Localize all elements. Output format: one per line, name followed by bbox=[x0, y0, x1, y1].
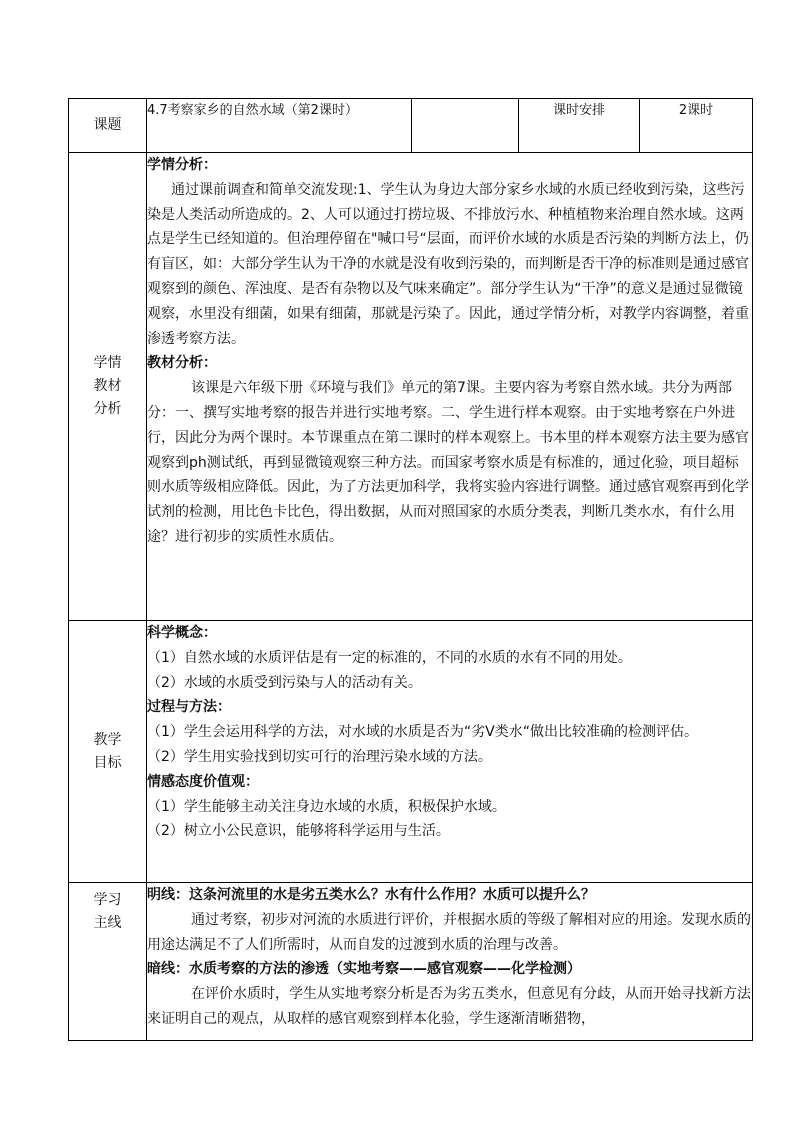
concept-heading: 科学概念： bbox=[147, 625, 217, 641]
label-line: 教学 bbox=[93, 731, 122, 748]
lesson-title: 4.7考察家乡的自然水域（第2课时） bbox=[147, 99, 412, 153]
concept-item: （1）自然水域的水质评估是有一定的标准的，不同的水质的水有不同的用处。 bbox=[147, 649, 632, 666]
schedule-value: 2课时 bbox=[640, 99, 753, 153]
concept-item: （2）水域的水质受到污染与人的活动有关。 bbox=[147, 674, 422, 691]
goals-content bbox=[147, 621, 753, 883]
goals-row bbox=[69, 621, 753, 883]
label-line: 分析 bbox=[93, 401, 122, 417]
emotion-item: （2）树立小公民意识，能够将科学运用与生活。 bbox=[147, 823, 450, 840]
dark-line-heading: 暗线：水质考察的方法的渗透（实地考察——感官观察——化学检测） bbox=[147, 961, 581, 978]
analysis-label bbox=[69, 153, 147, 621]
mainline-label bbox=[69, 883, 147, 1041]
process-heading: 过程与方法： bbox=[147, 699, 231, 716]
material-analysis-heading: 教材分析： bbox=[147, 355, 217, 372]
mainline-row bbox=[69, 883, 753, 1041]
emotion-item: （1）学生能够主动关注身边水域的水质，积极保护水域。 bbox=[147, 798, 506, 815]
bright-line-text: 通过考察，初步对河流的水质进行评价，并根据水质的等级了解相对应的用途。发现水质的用途达满足不了人们所需时，从而自发的过渡到水质的治理与改善。 bbox=[147, 911, 751, 953]
process-item: （1）学生会运用科学的方法，对水域的水质是否为“劣Ⅴ类水“做出比较准确的检测评估。 bbox=[147, 724, 698, 741]
header-row bbox=[69, 99, 753, 153]
analysis-row bbox=[69, 153, 753, 621]
bright-line-heading: 明线：这条河流里的水是劣五类水么？水有什么作用？水质可以提升么？ bbox=[147, 887, 595, 903]
goals-label bbox=[69, 621, 147, 883]
emotion-heading: 情感态度价值观： bbox=[147, 773, 259, 790]
label-line: 目标 bbox=[93, 754, 122, 771]
material-analysis-text: 该课是六年级下册《环境与我们》单元的第7课。主要内容为考察自然水域。共分为两部分：一、撰写实地考察的报告并进行实地考察。二、学生进行样本观察。由于实地考察在户外进行，因此分为两个课时。本节课重点在第二课时的样本观察上。书本里的样本观察方法主要为感官观察到ph测试纸，再到显微镜观察三种方法。而国家考察水质是有标准的，通过化验，项目超标则水质等级相应降低。因此，为了方法更加科学，我将实验内容进行调整。通过感官观察再到化学试剂的检测，用比色卡比色，得出数据，从而对照国家的水质分类表，判断几类水水，有什么用途？进行初步的实质性水质估。 bbox=[147, 380, 749, 545]
schedule-label: 课时安排 bbox=[519, 99, 640, 153]
topic-label: 课题 bbox=[69, 99, 147, 153]
mainline-content bbox=[147, 883, 753, 1041]
student-analysis-text: 通过课前调查和简单交流发现:1、学生认为身边大部分家乡水域的水质已经收到污染，这些污染是人类活动所造成的。2、人可以通过打捞垃圾、不排放污水、种植植物来治理自然水域。这两点是学生已经知道的。但治理停留在"喊口号“层面，而评价水域的水质是否污染的判断方法上，仍有盲区，如：大部分学生认为干净的水就是没有收到污染的，而判断是否干净的标准则是通过感官观察到的颜色、浑浊度、是否有杂物以及气味来确定”。部分学生认为“干净”的意义是通过显微镜观察，水里没有细菌，如果有细菌，那就是污染了。因此，通过学情分析，对教学内容调整，着重渗透考察方法。 bbox=[147, 181, 749, 347]
lesson-plan-table bbox=[68, 98, 753, 1041]
student-analysis-heading: 学情分析： bbox=[147, 157, 217, 173]
dark-line-text: 在评价水质时，学生从实地考察分析是否为劣五类水，但意见有分歧，从而开始寻找新方法来证明自己的观点，从取样的感官观察到样本化验，学生逐渐清晰猎物， bbox=[147, 986, 751, 1027]
label-line: 主线 bbox=[93, 915, 122, 931]
label-line: 教材 bbox=[93, 378, 122, 394]
analysis-content bbox=[147, 153, 753, 621]
empty-cell bbox=[412, 99, 519, 153]
process-item: （2）学生用实验找到切实可行的治理污染水域的方法。 bbox=[147, 748, 492, 765]
label-line: 学习 bbox=[93, 892, 122, 908]
label-line: 学情 bbox=[93, 355, 122, 371]
